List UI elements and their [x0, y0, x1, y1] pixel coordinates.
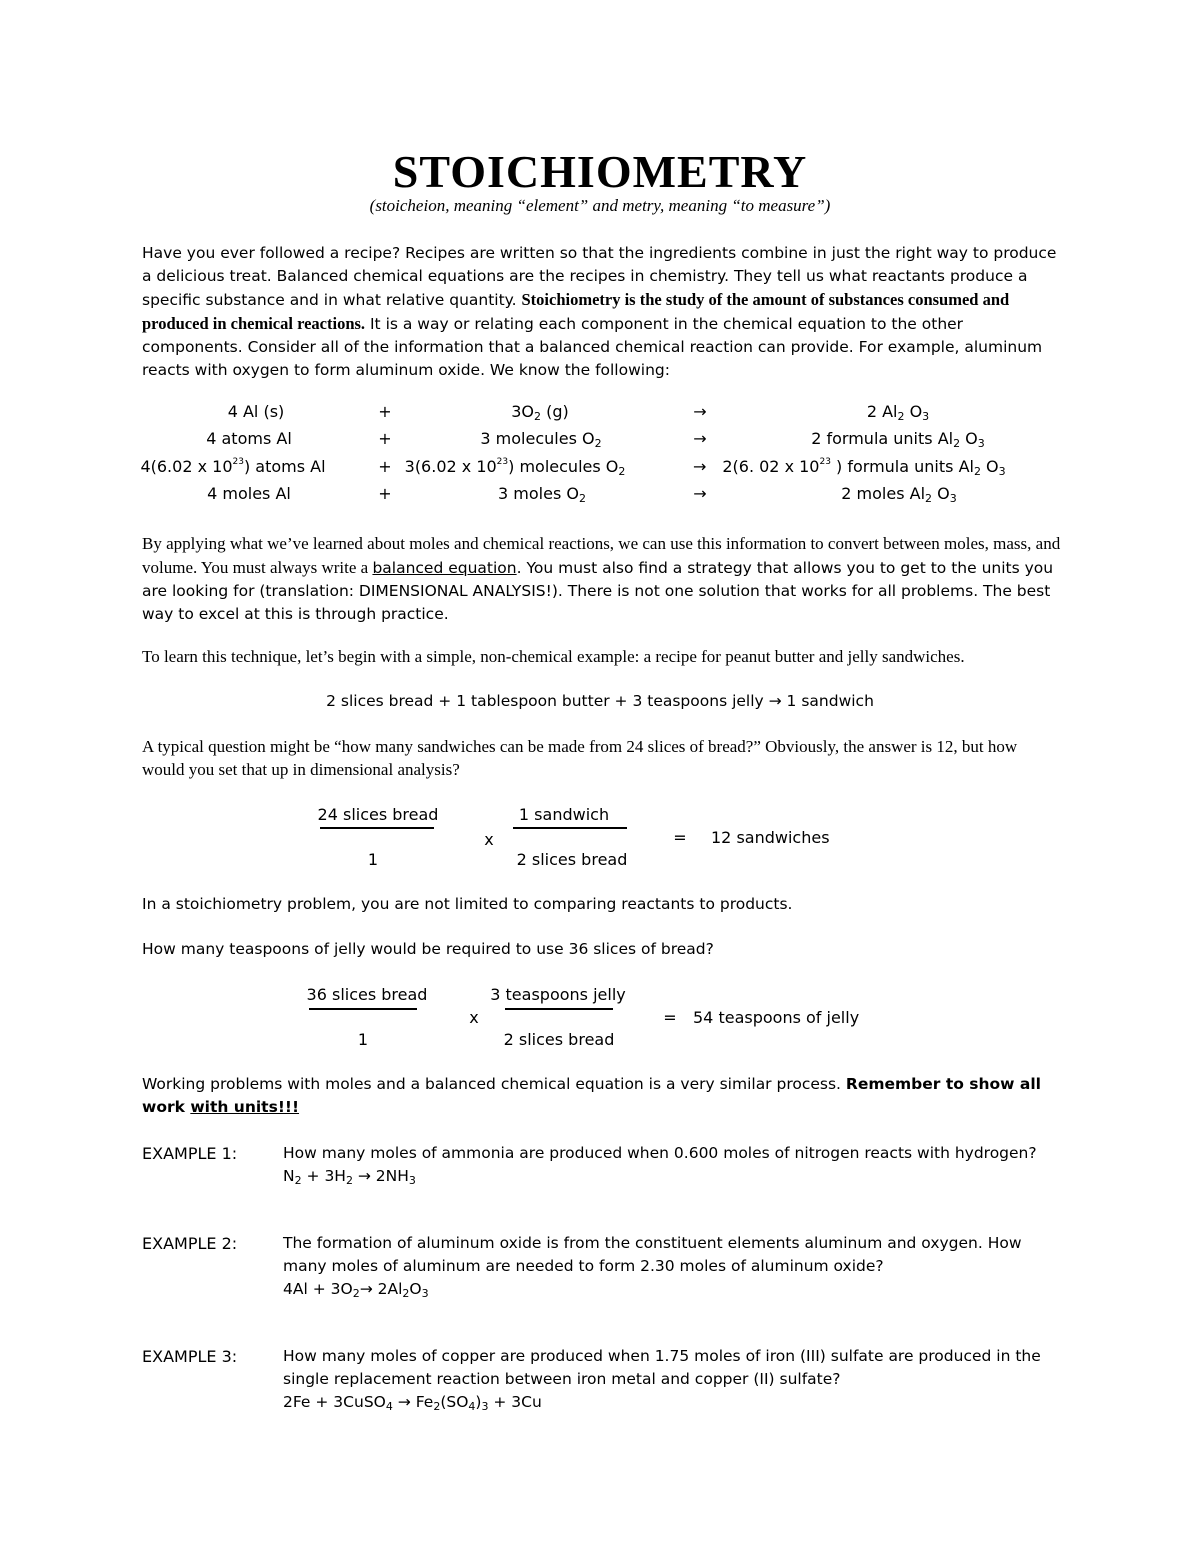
eq-row1-arrow: →: [693, 402, 707, 421]
eq-row2-reactant1: 4 atoms Al: [206, 429, 292, 448]
example1-label: EXAMPLE 1:: [142, 1144, 238, 1163]
p2-text-a: By applying what we’ve learned about moles and chemical reactions, we can use this information to convert between moles, mass, and volume. You must always write a: [142, 534, 1061, 577]
calc1-fraction-bar1: [320, 827, 434, 829]
eq-row3-arrow: →: [693, 457, 707, 476]
calc2-numerator2: 3 teaspoons jelly: [490, 985, 626, 1004]
p2-balanced-equation: balanced equation: [372, 559, 517, 577]
intro-text-a: Have you ever followed a recipe? Recipes are written so that the ingredients combine in just the right way to produce a delicious treat. Balanced chemical equations are the recipes in chemistry. They tell us what reactants produce a specific substance and in what relative quantity.: [142, 244, 1057, 309]
calc1-times: x: [484, 830, 494, 849]
calc1-fraction-bar2: [513, 827, 627, 829]
paragraph-jelly-question: How many teaspoons of jelly would be required to use 36 slices of bread?: [142, 940, 714, 958]
calc2-numerator1: 36 slices bread: [306, 985, 428, 1004]
p2-text-b: . You must also find a strategy that allows you to get to the units you are looking for (translation: DIMENSIONAL ANALYSIS!). There is not one solution that works for all problems. The best way to excel at this is through practice.: [142, 559, 1054, 623]
example3-label: EXAMPLE 3:: [142, 1347, 238, 1366]
eq-row2-plus: +: [378, 429, 392, 448]
p7-bold-underline: with units!!!: [190, 1098, 300, 1116]
calc2-fraction-bar2: [505, 1008, 613, 1010]
eq-row4-plus: +: [378, 484, 392, 503]
intro-paragraph: [142, 242, 1062, 382]
paragraph-reminder: [142, 1073, 1062, 1119]
eq-row1-reactant2: $3O_2$ (g): [511, 402, 569, 423]
intro-text-b: It is a way or relating each component in the chemical equation to the other components. Consider all of the information that a balanced chemical reaction can provide. For example, aluminum reacts with oxygen to form aluminum oxide. We know the following:: [142, 315, 1043, 379]
eq-row2-arrow: →: [693, 429, 707, 448]
calc1-equals: =: [673, 828, 687, 847]
eq-row3-reactant1: 4(6.02 x $10^{23}$) atoms Al: [140, 457, 326, 476]
example2-label: EXAMPLE 2:: [142, 1234, 238, 1253]
page-subtitle: (stoicheion, meaning “element” and metry, meaning “to measure”): [369, 196, 831, 215]
example1-equation: $N_2 + 3H_2 \to 2NH_3$: [283, 1167, 416, 1187]
eq-row1-plus: +: [378, 402, 392, 421]
example2-equation: $4Al + 3O_2\to 2Al_2O_3$: [283, 1280, 429, 1300]
eq-row3-product: 2(6. 02 x $10^{23}$ ) formula units $Al_2$ $O_3$: [722, 457, 1006, 478]
eq-row3-plus: +: [378, 457, 392, 476]
calc2-fraction-bar1: [309, 1008, 417, 1010]
paragraph-typical-question: A typical question might be “how many sandwiches can be made from 24 slices of bread?” Obviously, the answer is 12, but how would you set that up in dimensional analysis?: [142, 737, 1018, 779]
paragraph-not-limited: In a stoichiometry problem, you are not limited to comparing reactants to products.: [142, 895, 793, 913]
paragraph-pbj-intro: To learn this technique, let’s begin with a simple, non-chemical example: a recipe for peanut butter and jelly sandwiches.: [142, 647, 965, 666]
example3-equation: 2Fe + 3CuSO$_4$ → $Fe_2(SO_4)_3 + 3Cu$: [283, 1393, 542, 1413]
calc1-numerator1: 24 slices bread: [317, 805, 439, 824]
calc1-numerator2: 1 sandwich: [518, 805, 610, 824]
calc1-result: 12 sandwiches: [711, 828, 830, 847]
calc2-equals: =: [663, 1008, 677, 1027]
example2-question: The formation of aluminum oxide is from the constituent elements aluminum and oxygen. How many moles of aluminum are needed to form 2.30 moles of aluminum oxide?: [283, 1234, 1022, 1275]
calc2-times: x: [469, 1008, 479, 1027]
p7-bold: Remember to show all work: [142, 1075, 1041, 1116]
example1-question: How many moles of ammonia are produced when 0.600 moles of nitrogen reacts with hydrogen?: [283, 1144, 1037, 1162]
calc1-denominator1: 1: [367, 850, 379, 869]
page-title: STOICHIOMETRY: [392, 146, 808, 197]
recipe-equation: 2 slices bread + 1 tablespoon butter + 3 teaspoons jelly → 1 sandwich: [326, 692, 874, 710]
eq-row2-product: 2 formula units $Al_2$ $O_3$: [811, 429, 985, 450]
eq-row1-product: 2 $Al_2$ $O_3$: [866, 402, 930, 423]
calc2-denominator2: 2 slices bread: [503, 1030, 615, 1049]
eq-row4-product: 2 moles $Al_2$ $O_3$: [841, 484, 957, 505]
intro-definition: Stoichiometry is the study of the amount of substances consumed and produced in chemical reactions.: [142, 290, 1010, 333]
eq-row4-reactant2: 3 moles $O_2$: [498, 484, 586, 505]
p7-text: Working problems with moles and a balanced chemical equation is a very similar process.: [142, 1075, 846, 1093]
eq-row4-reactant1: 4 moles Al: [207, 484, 291, 503]
paragraph-dimensional-analysis: [142, 532, 1062, 626]
calc2-denominator1: 1: [357, 1030, 369, 1049]
calc1-denominator2: 2 slices bread: [516, 850, 628, 869]
example3-question: How many moles of copper are produced when 1.75 moles of iron (III) sulfate are produced in the single replacement reaction between iron metal and copper (II) sulfate?: [283, 1347, 1041, 1388]
calc2-result: 54 teaspoons of jelly: [693, 1008, 860, 1027]
eq-row2-reactant2: 3 molecules $O_2$: [480, 429, 602, 450]
eq-row4-arrow: →: [693, 484, 707, 503]
eq-row3-reactant2: 3(6.02 x $10^{23}$) molecules $O_2$: [404, 457, 626, 478]
eq-row1-reactant1: 4 Al (s): [227, 402, 285, 421]
